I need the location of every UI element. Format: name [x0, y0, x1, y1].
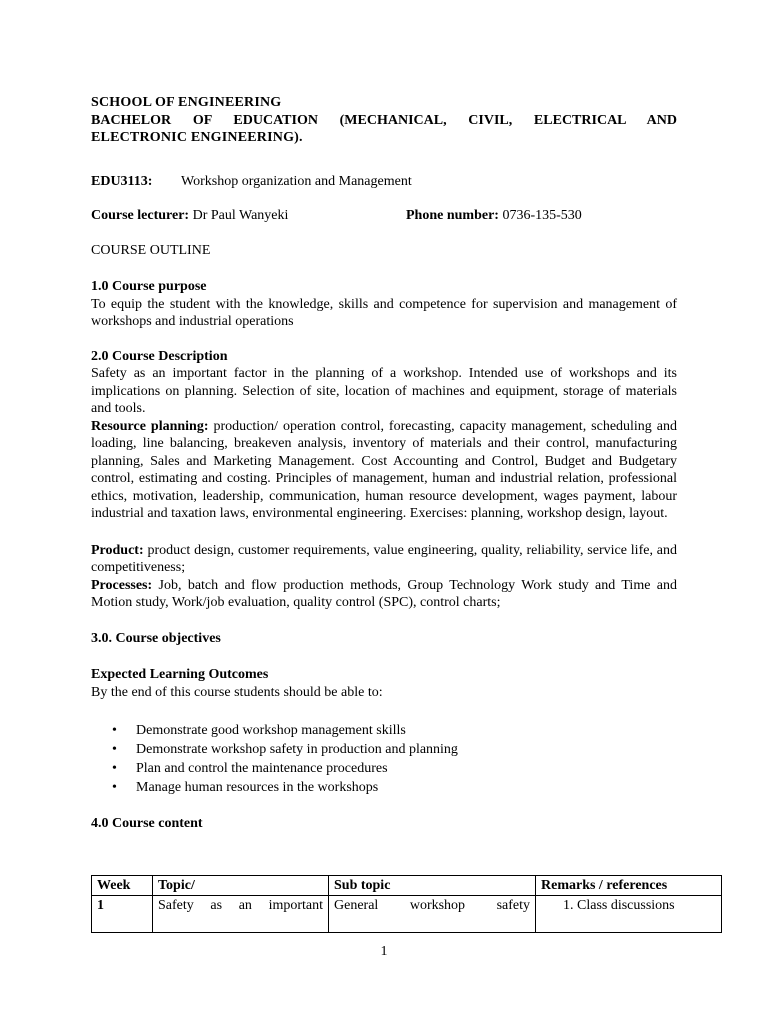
phone-label: Phone number:: [406, 208, 499, 223]
bullet-icon: •: [112, 780, 117, 795]
outcomes-list: [91, 721, 677, 797]
outcomes-heading: Expected Learning Outcomes: [91, 667, 269, 682]
bullet-icon: •: [112, 742, 117, 757]
column-header-subtopic: Sub topic: [329, 876, 536, 896]
degree-title-line2: ELECTRONIC ENGINEERING).: [91, 130, 303, 145]
course-code: EDU3113:: [91, 173, 153, 189]
processes-text: Job, batch and flow production methods, Group Technology Work study and Time and Motion study, Work/job evaluation, quality control (SPC), control charts;: [91, 577, 677, 610]
processes-label: Processes:: [91, 577, 153, 593]
table-header-row: [92, 876, 722, 896]
cell-topic: Safety as an important: [153, 896, 329, 933]
objectives-heading: 3.0. Course objectives: [91, 630, 221, 646]
outcomes-intro: By the end of this course students should be able to:: [91, 684, 383, 700]
purpose-text: To equip the student with the knowledge, skills and competence for supervision and management of workshops and industrial operations: [91, 296, 677, 329]
course-title: Workshop organization and Management: [181, 173, 412, 189]
product-paragraph: [91, 542, 677, 577]
school-name: SCHOOL OF ENGINEERING: [91, 95, 282, 110]
resource-planning-text: production/ operation control, forecasting, capacity management, scheduling and loading, line balancing, breakeven analysis, inventory of materials and their control, manufacturing planning, Sales and Marketing Management. Cost Accounting and Control, Budget and Budgetary control, estimating and costing. Principles of management, human and industrial relation, professional ethics, motivation, leadership, communication, human resource development, wages payment, labour industrial and taxation laws, environmental engineering. Exercises: planning, workshop design, layout.: [91, 418, 677, 521]
list-item: • Demonstrate good workshop management skills: [112, 723, 406, 738]
cell-subtopic: General workshop safety: [329, 896, 536, 933]
cell-week: 1: [92, 896, 153, 933]
product-text: product design, customer requirements, value engineering, quality, reliability, service life, and competitiveness;: [91, 542, 677, 575]
list-item: • Demonstrate workshop safety in production and planning: [112, 742, 458, 757]
lecturer-label: Course lecturer:: [91, 208, 190, 223]
page-number: 1: [380, 944, 388, 959]
purpose-heading: 1.0 Course purpose: [91, 279, 207, 294]
list-item: • Plan and control the maintenance procedures: [112, 761, 388, 776]
degree-title-line1: BACHELOR OF EDUCATION (MECHANICAL, CIVIL, ELECTRICAL AND: [91, 112, 677, 128]
phone-number: 0736-135-530: [502, 208, 582, 223]
course-code-row: [91, 173, 677, 191]
table-row: [92, 896, 722, 933]
bullet-icon: •: [112, 761, 117, 776]
content-heading: 4.0 Course content: [91, 816, 203, 831]
product-label: Product:: [91, 542, 144, 558]
column-header-topic: Topic/: [153, 876, 329, 896]
resource-planning-paragraph: [91, 418, 677, 523]
bullet-icon: •: [112, 723, 117, 738]
course-outline-heading: COURSE OUTLINE: [91, 242, 211, 258]
column-header-week: Week: [92, 876, 153, 896]
course-content-table: [91, 875, 722, 933]
description-heading: 2.0 Course Description: [91, 348, 228, 364]
document-page: [91, 94, 677, 833]
description-text: Safety as an important factor in the planning of a workshop. Intended use of workshops and its implications on planning. Selection of site, location of machines and equipment, storage of materials and tools.: [91, 366, 677, 416]
lecturer-row: [91, 207, 677, 225]
resource-planning-label: Resource planning:: [91, 418, 209, 434]
lecturer-name: Dr Paul Wanyeki: [192, 208, 289, 223]
processes-paragraph: [91, 577, 677, 612]
column-header-remarks: Remarks / references: [536, 876, 722, 896]
list-item: • Manage human resources in the workshops: [112, 780, 379, 795]
cell-remarks: 1. Class discussions: [536, 896, 722, 933]
